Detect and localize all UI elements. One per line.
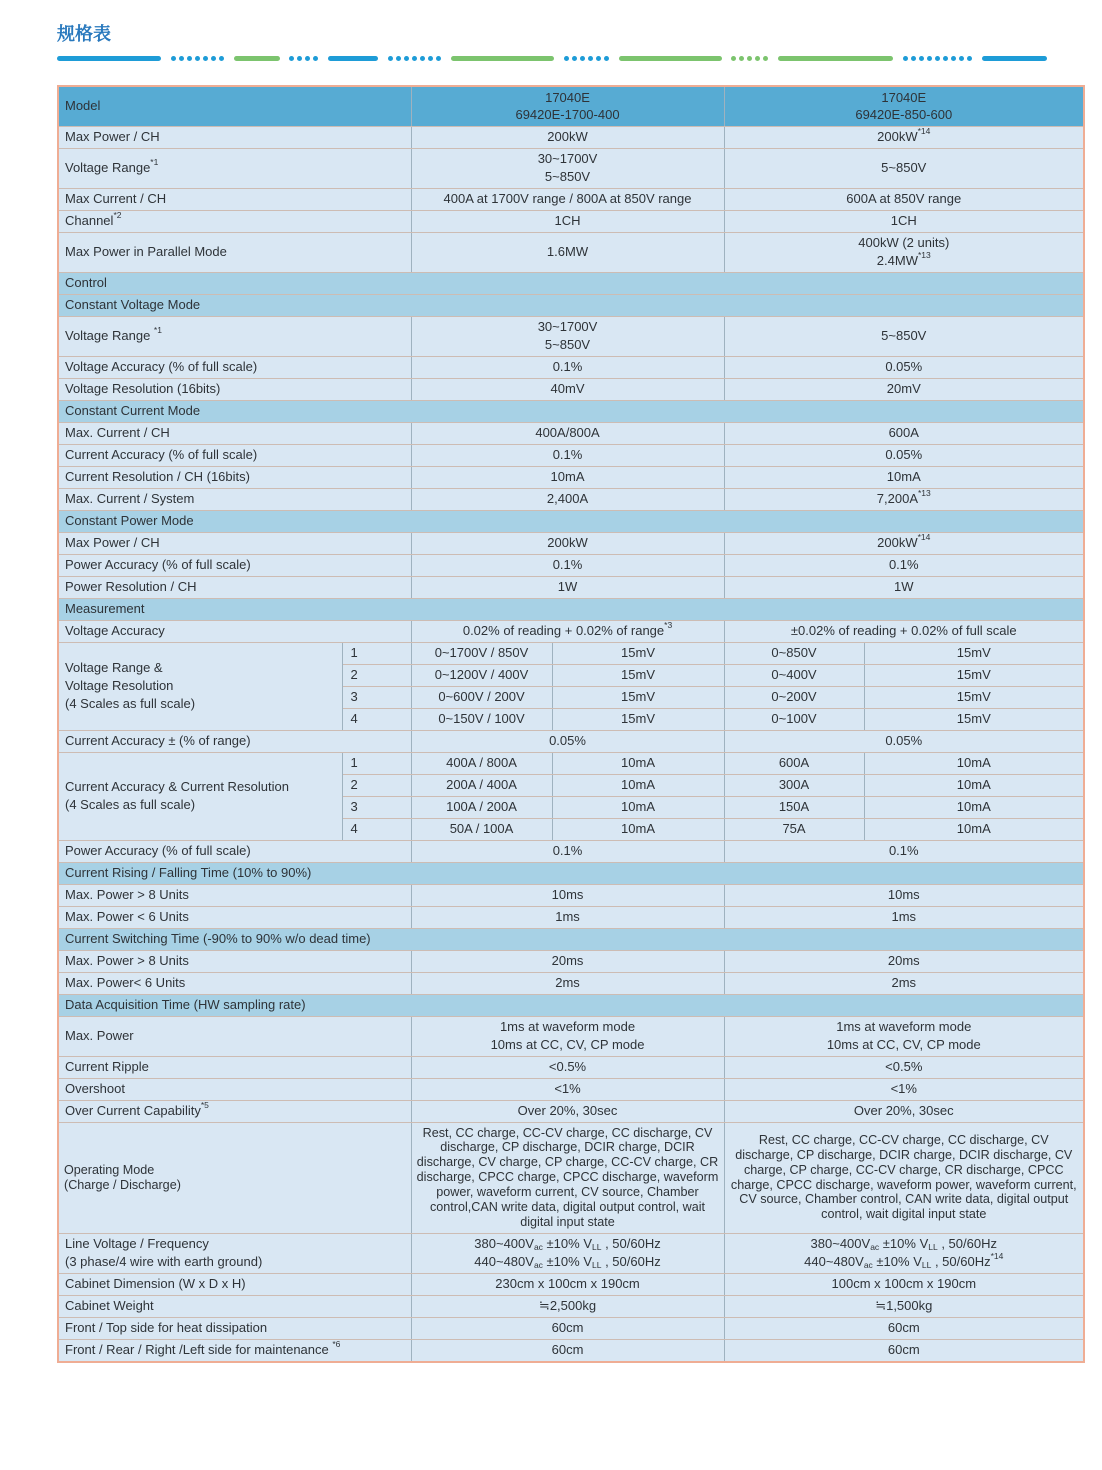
divider-dot xyxy=(596,56,601,61)
spec-label: Max. Current / CH xyxy=(58,422,411,444)
resolution-value: 15mV xyxy=(552,642,724,664)
divider-dot xyxy=(219,56,224,61)
divider-dot xyxy=(203,56,208,61)
spec-value: 0.1% xyxy=(724,840,1084,862)
resolution-value: 15mV xyxy=(864,686,1084,708)
spec-value: 0.05% xyxy=(724,356,1084,378)
range-value: 150A xyxy=(724,796,864,818)
scale-row xyxy=(58,642,1084,664)
spec-label: Max Power / CH xyxy=(58,127,411,149)
spec-label: Max Power in Parallel Mode xyxy=(58,232,411,272)
resolution-value: 15mV xyxy=(552,708,724,730)
scale-index: 3 xyxy=(342,796,411,818)
spec-row xyxy=(58,1078,1084,1100)
divider-dot xyxy=(404,56,409,61)
range-value: 0~400V xyxy=(724,664,864,686)
spec-row xyxy=(58,232,1084,272)
spec-row xyxy=(58,127,1084,149)
divider-dot xyxy=(211,56,216,61)
spec-value: 20ms xyxy=(724,950,1084,972)
spec-row xyxy=(58,906,1084,928)
spec-label: Current Accuracy ± (% of range) xyxy=(58,730,411,752)
spec-row xyxy=(58,210,1084,232)
spec-value: 0.1% xyxy=(411,554,724,576)
divider-dot xyxy=(195,56,200,61)
spec-value: 0.1% xyxy=(724,554,1084,576)
spec-label: Voltage Resolution (16bits) xyxy=(58,378,411,400)
divider-dot xyxy=(935,56,940,61)
section-row xyxy=(58,928,1084,950)
spec-value: ±0.02% of reading + 0.02% of full scale xyxy=(724,620,1084,642)
divider-dot xyxy=(388,56,393,61)
spec-value: 0.05% xyxy=(411,730,724,752)
divider-bar xyxy=(778,56,893,61)
spec-value: 20mV xyxy=(724,378,1084,400)
resolution-value: 10mA xyxy=(552,796,724,818)
section-title: Data Acquisition Time (HW sampling rate) xyxy=(58,994,1084,1016)
spec-label: Cabinet Dimension (W x D x H) xyxy=(58,1273,411,1295)
model-name: 17040E 69420E-850-600 xyxy=(724,86,1084,127)
divider-bar xyxy=(619,56,722,61)
spec-value: Over 20%, 30sec xyxy=(411,1100,724,1122)
spec-label: Power Accuracy (% of full scale) xyxy=(58,554,411,576)
spec-label: Overshoot xyxy=(58,1078,411,1100)
divider-dot xyxy=(179,56,184,61)
spec-value: 0.1% xyxy=(411,840,724,862)
spec-value: 400kW (2 units) 2.4MW$^{*13}$ xyxy=(724,232,1084,272)
spec-value: <1% xyxy=(724,1078,1084,1100)
divider-dot xyxy=(564,56,569,61)
spec-label: Current Accuracy (% of full scale) xyxy=(58,444,411,466)
spec-label: Max. Power < 6 Units xyxy=(58,906,411,928)
spec-value: <0.5% xyxy=(411,1056,724,1078)
divider-dot xyxy=(289,56,294,61)
decorative-divider xyxy=(57,55,1047,61)
range-value: 100A / 200A xyxy=(411,796,552,818)
spec-label: Current Resolution / CH (16bits) xyxy=(58,466,411,488)
section-row xyxy=(58,598,1084,620)
spec-value: 1CH xyxy=(724,210,1084,232)
scale-index: 2 xyxy=(342,774,411,796)
spec-value: 0.05% xyxy=(724,730,1084,752)
spec-row xyxy=(58,1056,1084,1078)
spec-row xyxy=(58,466,1084,488)
divider-dot xyxy=(755,56,760,61)
section-title: Current Rising / Falling Time (10% to 90%) xyxy=(58,862,1084,884)
divider-dot xyxy=(187,56,192,61)
spec-value: 600A at 850V range xyxy=(724,188,1084,210)
spec-value: 2,400A xyxy=(411,488,724,510)
section-title: Constant Voltage Mode xyxy=(58,294,1084,316)
scale-index: 1 xyxy=(342,642,411,664)
scale-index: 1 xyxy=(342,752,411,774)
scale-index: 3 xyxy=(342,686,411,708)
spec-value: 2ms xyxy=(724,972,1084,994)
spec-row xyxy=(58,1016,1084,1056)
range-value: 600A xyxy=(724,752,864,774)
spec-label: Max. Current / System xyxy=(58,488,411,510)
spec-value: 1ms xyxy=(411,906,724,928)
divider-dot xyxy=(731,56,736,61)
resolution-value: 15mV xyxy=(864,642,1084,664)
resolution-value: 15mV xyxy=(864,664,1084,686)
divider-dots xyxy=(388,56,441,61)
spec-value: 1ms xyxy=(724,906,1084,928)
spec-label: Voltage Accuracy (% of full scale) xyxy=(58,356,411,378)
spec-label: Max. Power > 8 Units xyxy=(58,950,411,972)
divider-dots xyxy=(171,56,224,61)
range-value: 0~850V xyxy=(724,642,864,664)
spec-row xyxy=(58,1339,1084,1362)
range-value: 0~600V / 200V xyxy=(411,686,552,708)
divider-dot xyxy=(396,56,401,61)
range-value: 400A / 800A xyxy=(411,752,552,774)
spec-label: Line Voltage / Frequency (3 phase/4 wire with earth ground) xyxy=(58,1233,411,1273)
spec-value: <1% xyxy=(411,1078,724,1100)
spec-value: 0.1% xyxy=(411,444,724,466)
spec-row xyxy=(58,576,1084,598)
resolution-value: 10mA xyxy=(552,818,724,840)
spec-label: Front / Rear / Right /Left side for maintenance $^{*6}$ xyxy=(58,1339,411,1362)
spec-label: Voltage Accuracy xyxy=(58,620,411,642)
range-value: 75A xyxy=(724,818,864,840)
spec-value: Rest, CC charge, CC-CV charge, CC discharge, CV discharge, CP discharge, DCIR charge, DCIR discharge, CV charge, CP charge, CC-CV charge, CR discharge, CPCC charge, CPCC discharge, waveform power, waveform current, CV source, Chamber control, CAN write data, digital output control, wait digital input state xyxy=(724,1122,1084,1233)
range-value: 0~1700V / 850V xyxy=(411,642,552,664)
spec-value: 10ms xyxy=(724,884,1084,906)
spec-value: 1W xyxy=(411,576,724,598)
section-title: Constant Current Mode xyxy=(58,400,1084,422)
spec-value: 10ms xyxy=(411,884,724,906)
range-value: 0~150V / 100V xyxy=(411,708,552,730)
spec-row xyxy=(58,1273,1084,1295)
page-title: 规格表 xyxy=(57,24,111,44)
spec-row xyxy=(58,149,1084,189)
spec-label: Power Resolution / CH xyxy=(58,576,411,598)
spec-value: 400A at 1700V range / 800A at 850V range xyxy=(411,188,724,210)
divider-dot xyxy=(747,56,752,61)
spec-row xyxy=(58,356,1084,378)
group-label: Current Accuracy & Current Resolution (4 Scales as full scale) xyxy=(58,752,342,840)
section-title: Measurement xyxy=(58,598,1084,620)
divider-dot xyxy=(911,56,916,61)
section-row xyxy=(58,994,1084,1016)
spec-table xyxy=(57,85,1085,1363)
spec-label: Power Accuracy (% of full scale) xyxy=(58,840,411,862)
spec-value: 10mA xyxy=(411,466,724,488)
divider-dot xyxy=(943,56,948,61)
divider-dot xyxy=(763,56,768,61)
spec-row xyxy=(58,950,1084,972)
spec-value: 1.6MW xyxy=(411,232,724,272)
spec-value: $200kW^{*14}$ xyxy=(724,127,1084,149)
divider-bar xyxy=(451,56,554,61)
divider-dot xyxy=(171,56,176,61)
divider-dot xyxy=(580,56,585,61)
range-value: 50A / 100A xyxy=(411,818,552,840)
spec-label: Channel$^{*2}$ xyxy=(58,210,411,232)
resolution-value: 15mV xyxy=(864,708,1084,730)
spec-row xyxy=(58,554,1084,576)
spec-label: Current Ripple xyxy=(58,1056,411,1078)
spec-value: $200kW^{*14}$ xyxy=(724,532,1084,554)
model-name: 17040E 69420E-1700-400 xyxy=(411,86,724,127)
range-value: 200A / 400A xyxy=(411,774,552,796)
spec-value: 5~850V xyxy=(724,149,1084,189)
spec-value: 400A/800A xyxy=(411,422,724,444)
spec-row xyxy=(58,620,1084,642)
spec-value: 60cm xyxy=(724,1339,1084,1362)
spec-row xyxy=(58,316,1084,356)
spec-row xyxy=(58,488,1084,510)
spec-value: 230cm x 100cm x 190cm xyxy=(411,1273,724,1295)
spec-value: 0.1% xyxy=(411,356,724,378)
spec-row xyxy=(58,378,1084,400)
divider-dots xyxy=(903,56,972,61)
spec-value: 2ms xyxy=(411,972,724,994)
scale-index: 4 xyxy=(342,708,411,730)
spec-label: Over Current Capability$^{*5}$ xyxy=(58,1100,411,1122)
section-title: Control xyxy=(58,272,1084,294)
spec-label: Max. Power xyxy=(58,1016,411,1056)
spec-value: 1CH xyxy=(411,210,724,232)
spec-label: Max. Power > 8 Units xyxy=(58,884,411,906)
resolution-value: 10mA xyxy=(552,774,724,796)
spec-value: Rest, CC charge, CC-CV charge, CC discharge, CV discharge, CP discharge, DCIR charge, DCIR discharge, CV charge, CP charge, CC-CV charge, CR discharge, CPCC charge, CPCC discharge, waveform power, waveform current, CV source, Chamber control,CAN write data, digital output control, wait digital input state xyxy=(411,1122,724,1233)
spec-label: Front / Top side for heat dissipation xyxy=(58,1317,411,1339)
divider-dot xyxy=(420,56,425,61)
divider-dots xyxy=(289,56,318,61)
range-value: 300A xyxy=(724,774,864,796)
divider-dot xyxy=(428,56,433,61)
model-label: Model xyxy=(58,86,411,127)
spec-value: 100cm x 100cm x 190cm xyxy=(724,1273,1084,1295)
divider-dot xyxy=(927,56,932,61)
spec-value: 0.02% of reading + 0.02% of range$^{*3}$ xyxy=(411,620,724,642)
range-value: 0~1200V / 400V xyxy=(411,664,552,686)
divider-dot xyxy=(903,56,908,61)
resolution-value: 10mA xyxy=(552,752,724,774)
divider-dot xyxy=(305,56,310,61)
group-label: Voltage Range & Voltage Resolution (4 Scales as full scale) xyxy=(58,642,342,730)
spec-value: 5~850V xyxy=(724,316,1084,356)
resolution-value: 10mA xyxy=(864,796,1084,818)
resolution-value: 15mV xyxy=(552,686,724,708)
divider-bar xyxy=(982,56,1047,61)
spec-value: 1W xyxy=(724,576,1084,598)
divider-dot xyxy=(313,56,318,61)
section-row xyxy=(58,862,1084,884)
spec-label: Voltage Range$^{*1}$ xyxy=(58,149,411,189)
spec-row xyxy=(58,1295,1084,1317)
spec-value: 1ms at waveform mode 10ms at CC, CV, CP mode xyxy=(411,1016,724,1056)
spec-row xyxy=(58,1122,1084,1233)
divider-dot xyxy=(967,56,972,61)
divider-bar xyxy=(234,56,280,61)
spec-label: Voltage Range $^{*1}$ xyxy=(58,316,411,356)
divider-dot xyxy=(436,56,441,61)
spec-row xyxy=(58,444,1084,466)
divider-dot xyxy=(412,56,417,61)
scale-index: 4 xyxy=(342,818,411,840)
spec-label: Max Power / CH xyxy=(58,532,411,554)
spec-value: 60cm xyxy=(411,1317,724,1339)
divider-dot xyxy=(951,56,956,61)
spec-value: $380\sim 400V_{ac} \pm 10\%$ $V_{LL}$ , 50/60Hz $440\sim 480V_{ac} \pm 10\%$ $V_{LL}$ , 50/60Hz xyxy=(411,1233,724,1273)
spec-value: 60cm xyxy=(411,1339,724,1362)
spec-value: $380\sim 400V_{ac} \pm 10\%$ $V_{LL}$ , 50/60Hz $440\sim 480V_{ac} \pm 10\%$ $V_{LL}$ , 50/60Hz$^{*14}$ xyxy=(724,1233,1084,1273)
divider-dot xyxy=(297,56,302,61)
resolution-value: 10mA xyxy=(864,818,1084,840)
spec-row xyxy=(58,884,1084,906)
divider-bar xyxy=(57,56,161,61)
spec-value: ≒1,500kg xyxy=(724,1295,1084,1317)
spec-table-body xyxy=(58,86,1084,1362)
spec-row xyxy=(58,188,1084,210)
spec-value: 0.05% xyxy=(724,444,1084,466)
range-value: 0~100V xyxy=(724,708,864,730)
spec-value: ≒2,500kg xyxy=(411,1295,724,1317)
spec-row xyxy=(58,840,1084,862)
resolution-value: 15mV xyxy=(552,664,724,686)
spec-row xyxy=(58,532,1084,554)
spec-value: 600A xyxy=(724,422,1084,444)
spec-row xyxy=(58,1233,1084,1273)
spec-value: 30~1700V 5~850V xyxy=(411,149,724,189)
spec-label: Max. Power< 6 Units xyxy=(58,972,411,994)
spec-value: 40mV xyxy=(411,378,724,400)
spec-value: 10mA xyxy=(724,466,1084,488)
section-row xyxy=(58,400,1084,422)
spec-row xyxy=(58,422,1084,444)
divider-dots xyxy=(564,56,609,61)
scale-index: 2 xyxy=(342,664,411,686)
range-value: 0~200V xyxy=(724,686,864,708)
divider-dot xyxy=(588,56,593,61)
spec-value: 20ms xyxy=(411,950,724,972)
divider-dot xyxy=(919,56,924,61)
spec-value: Over 20%, 30sec xyxy=(724,1100,1084,1122)
section-title: Current Switching Time (-90% to 90% w/o dead time) xyxy=(58,928,1084,950)
scale-row xyxy=(58,752,1084,774)
spec-value: 200kW xyxy=(411,532,724,554)
spec-value: <0.5% xyxy=(724,1056,1084,1078)
spec-row xyxy=(58,972,1084,994)
section-title: Constant Power Mode xyxy=(58,510,1084,532)
resolution-value: 10mA xyxy=(864,774,1084,796)
spec-label: Max Current / CH xyxy=(58,188,411,210)
model-header-row xyxy=(58,86,1084,127)
section-row xyxy=(58,294,1084,316)
spec-value: 1ms at waveform mode 10ms at CC, CV, CP mode xyxy=(724,1016,1084,1056)
resolution-value: 10mA xyxy=(864,752,1084,774)
section-row xyxy=(58,510,1084,532)
spec-value: $7,200A^{*13}$ xyxy=(724,488,1084,510)
spec-label: Operating Mode (Charge / Discharge) xyxy=(58,1122,411,1233)
spec-row xyxy=(58,1100,1084,1122)
divider-dot xyxy=(739,56,744,61)
spec-row xyxy=(58,1317,1084,1339)
section-row xyxy=(58,272,1084,294)
spec-value: 60cm xyxy=(724,1317,1084,1339)
spec-value: 30~1700V 5~850V xyxy=(411,316,724,356)
divider-dot xyxy=(604,56,609,61)
spec-value: 200kW xyxy=(411,127,724,149)
spec-label: Cabinet Weight xyxy=(58,1295,411,1317)
divider-dot xyxy=(572,56,577,61)
divider-dots xyxy=(731,56,768,61)
divider-dot xyxy=(959,56,964,61)
spec-row xyxy=(58,730,1084,752)
divider-bar xyxy=(328,56,378,61)
